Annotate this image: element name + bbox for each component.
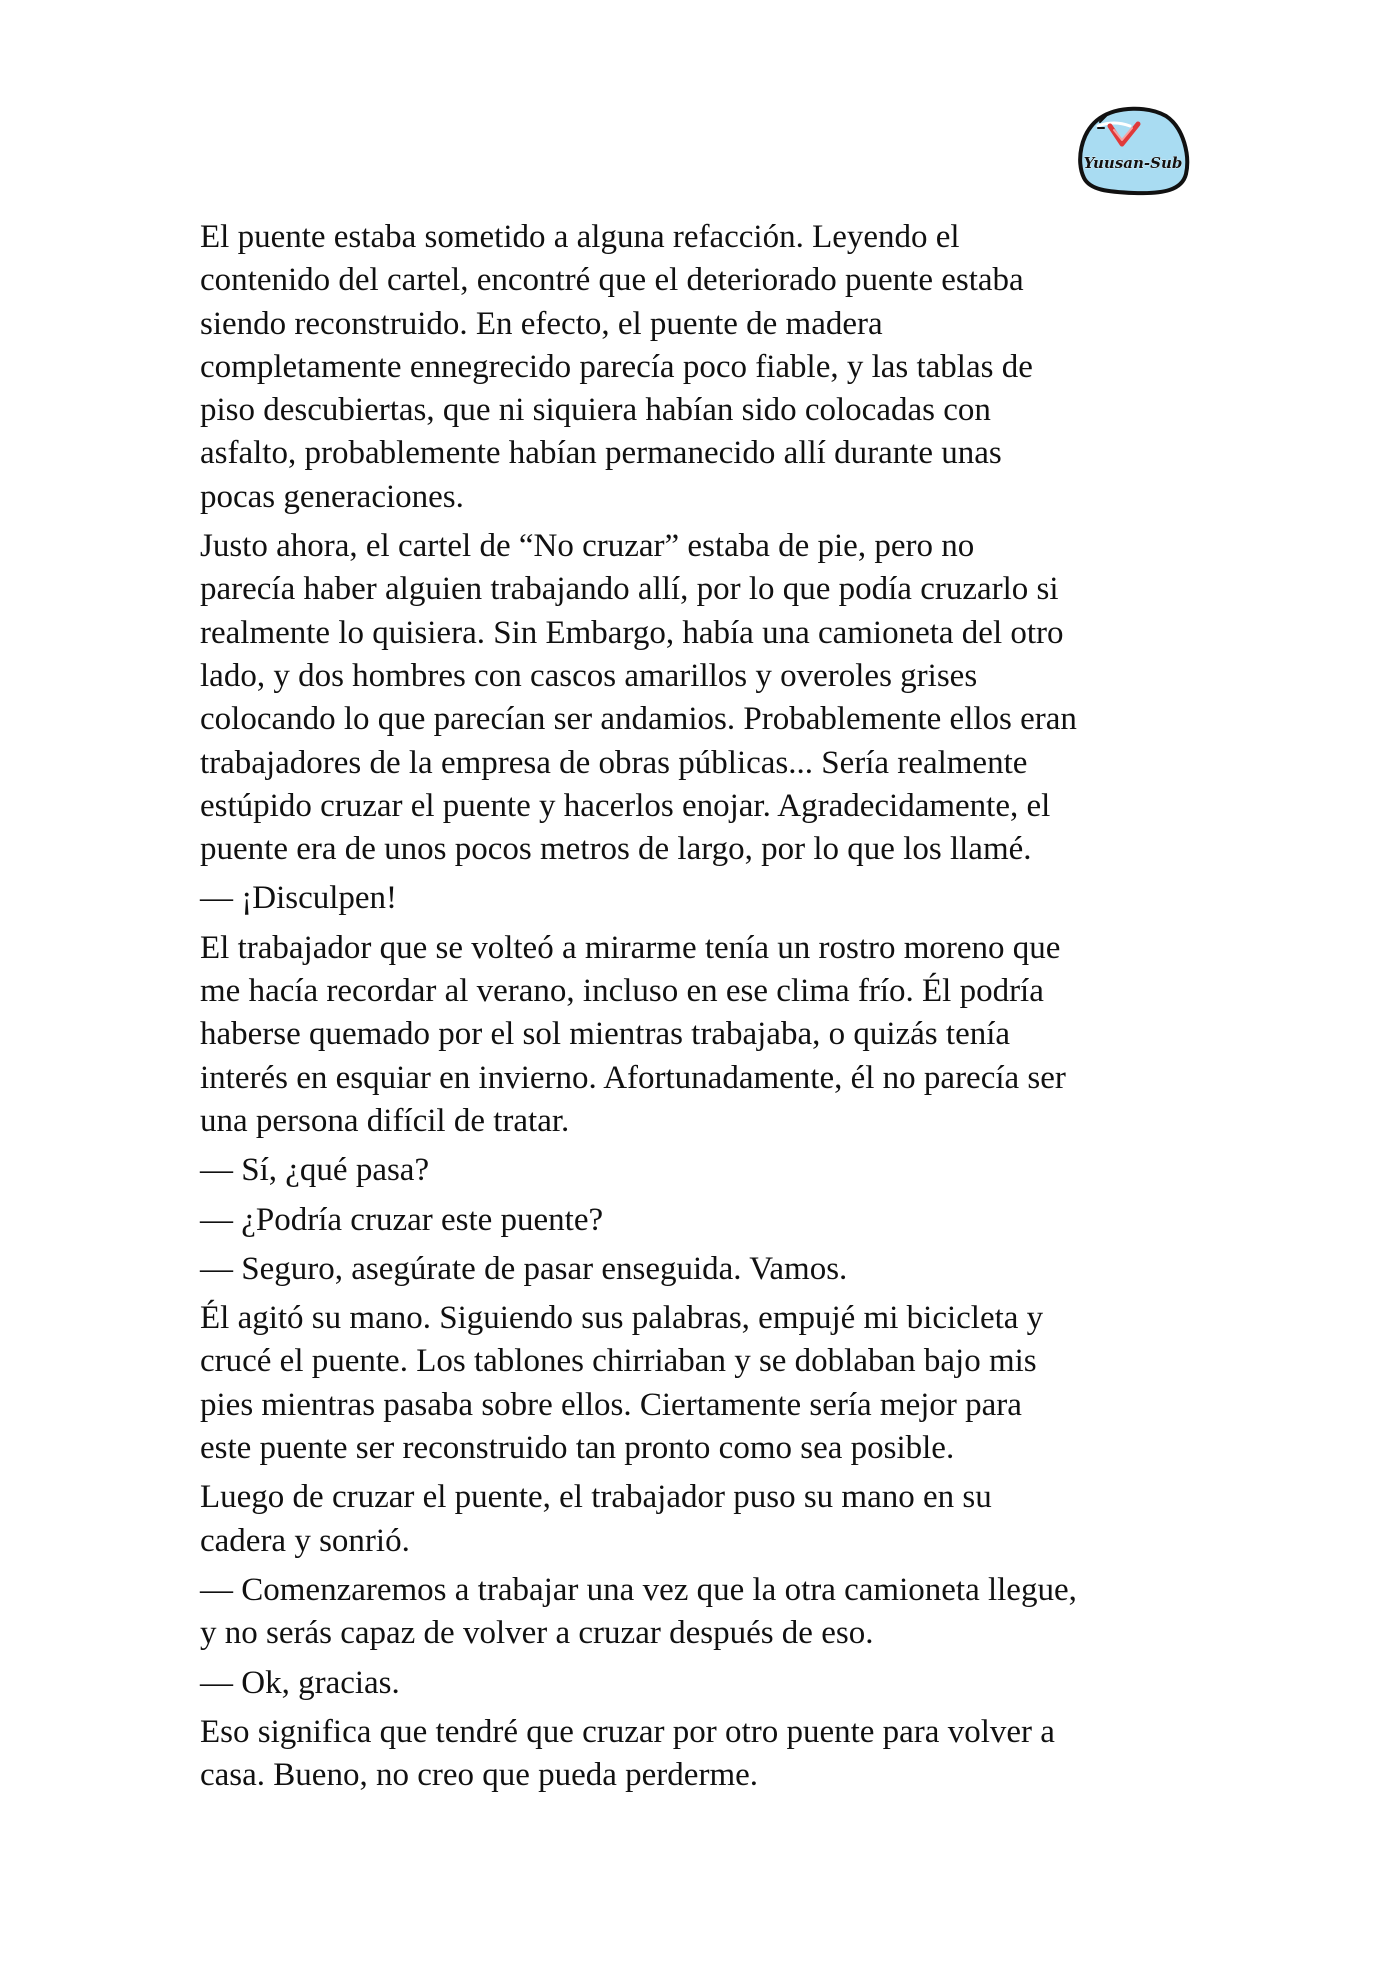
dialogue-line-2: — Sí, ¿qué pasa? (200, 1152, 430, 1189)
dialogue-line-5: — Comenzaremos a trabajar una vez que la otra camioneta llegue, y no serás capaz de volver a cruzar después de eso. (200, 1571, 1077, 1652)
paragraph-1: El puente estaba sometido a alguna refacción. Leyendo el contenido del cartel, encontré que el deteriorado puente estaba siendo reconstruido. En efecto, el puente de madera completamente ennegrecido parecía poco fiable, y las tablas de piso descubiertas, que ni siquiera habían sido colocadas con asfalto, probablemente habían permanecido allí durante unas pocas generaciones. (200, 219, 1033, 515)
logo-graphic (1074, 104, 1192, 198)
dialogue-line-3: — ¿Podría cruzar este puente? (200, 1201, 604, 1238)
dialogue-line-6: — Ok, gracias. (200, 1664, 400, 1701)
logo-text: Yuusan-Sub (1083, 154, 1183, 172)
paragraph-2: Justo ahora, el cartel de “No cruzar” estaba de pie, pero no parecía haber alguien trabajando allí, por lo que podía cruzarlo si realmente lo quisiera. Sin Embargo, había una camioneta del otro lado, y dos hombres con cascos amarillos y overoles grises colocando lo que parecían ser andamios. Probablemente ellos eran trabajadores de la empresa de obras públicas... Sería realmente estúpido cruzar el puente y hacerlos enojar. Agradecidamente, el puente era de unos pocos metros de largo, por lo que los llamé. (200, 528, 1077, 868)
paragraph-4: Él agitó su mano. Siguiendo sus palabras, empujé mi bicicleta y crucé el puente. Los tablones chirriaban y se doblaban bajo mis pies mientras pasaba sobre ellos. Ciertamente sería mejor para este puente ser reconstruido tan pronto como sea posible. (200, 1300, 1044, 1467)
paragraph-3: El trabajador que se volteó a mirarme tenía un rostro moreno que me hacía recordar al verano, incluso en ese clima frío. Él podría haberse quemado por el sol mientras trabajaba, o quizás tenía interés en esquiar en invierno. Afortunadamente, él no parecía ser una persona difícil de tratar. (200, 929, 1066, 1139)
yuusan-sub-logo (1074, 104, 1192, 198)
dialogue-line-1: — ¡Disculpen! (200, 880, 398, 917)
body-text (200, 216, 1210, 1803)
paragraph-6: Eso significa que tendré que cruzar por otro puente para volver a casa. Bueno, no creo que pueda perderme. (200, 1713, 1055, 1794)
paragraph-5: Luego de cruzar el puente, el trabajador puso su mano en su cadera y sonrió. (200, 1479, 992, 1559)
logo-bubble-shape (1080, 109, 1187, 193)
dialogue-line-4: — Seguro, asegúrate de pasar enseguida. Vamos. (200, 1250, 848, 1287)
